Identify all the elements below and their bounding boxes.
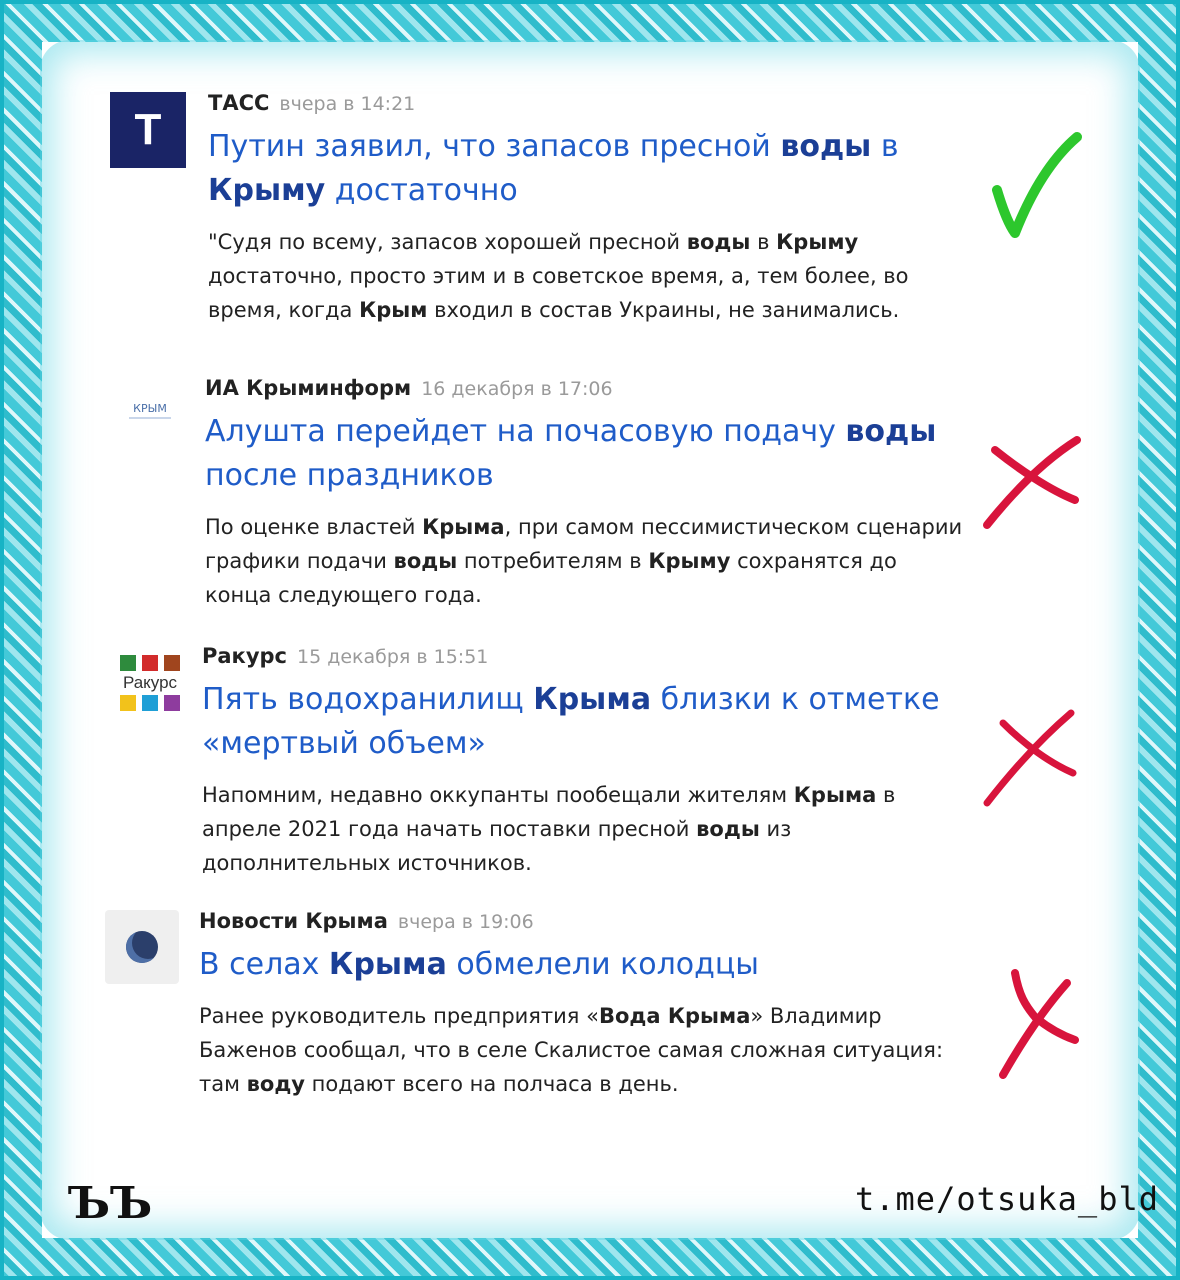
news-source[interactable]: ИА Крыминформ (205, 376, 412, 400)
news-source[interactable]: Новости Крыма (199, 909, 388, 933)
news-headline[interactable]: Алушта перейдет на почасовую подачу воды после праздников (205, 414, 937, 493)
cross-icon (975, 705, 1085, 815)
news-snippet: По оценке властей Крыма, при самом пессимистическом сценарии графики подачи воды потребителям в Крыму сохранятся до конца следующего года. (205, 515, 963, 607)
news-snippet: Ранее руководитель предприятия «Вода Крыма» Владимир Баженов сообщал, что в селе Скалистое самая сложная ситуация: там воду подают всего на полчаса в день. (199, 1004, 944, 1096)
checkmark-icon (985, 125, 1085, 245)
globe-icon (126, 931, 158, 963)
rakurs-logo: Ракурс (112, 645, 188, 721)
news-snippet: "Судя по всему, запасов хорошей пресной воды в Крыму достаточно, просто этим и в советское время, а, тем более, во время, когда Крым входил в состав Украины, не занимались. (208, 230, 909, 322)
krymin-logo: КРЫМ (112, 379, 188, 439)
news-time: вчера в 14:21 (279, 93, 416, 115)
news-snippet: Напомним, недавно оккупанты пообещали жителям Крыма в апреле 2021 года начать поставки пресной воды из дополнительных источников. (202, 783, 896, 875)
channel-logo: ЪЪ (68, 1178, 153, 1229)
news-time: вчера в 19:06 (397, 911, 534, 933)
cross-icon (975, 430, 1085, 540)
news-headline[interactable]: В селах Крыма обмелели колодцы (199, 947, 759, 982)
channel-link[interactable]: t.me/otsuka_bld (855, 1180, 1159, 1218)
news-time: 16 декабря в 17:06 (421, 378, 613, 400)
novosti-kryma-logo (105, 910, 179, 984)
news-time: 15 декабря в 15:51 (296, 646, 489, 668)
news-source[interactable]: Ракурс (202, 644, 287, 668)
cross-icon (985, 965, 1085, 1085)
tass-logo: Т (110, 92, 186, 168)
news-headline[interactable]: Путин заявил, что запасов пресной воды в Крыму достаточно (208, 129, 899, 208)
news-headline[interactable]: Пять водохранилищ Крыма близки к отметке «мертвый объем» (202, 682, 940, 761)
news-source[interactable]: ТАСС (208, 91, 270, 115)
